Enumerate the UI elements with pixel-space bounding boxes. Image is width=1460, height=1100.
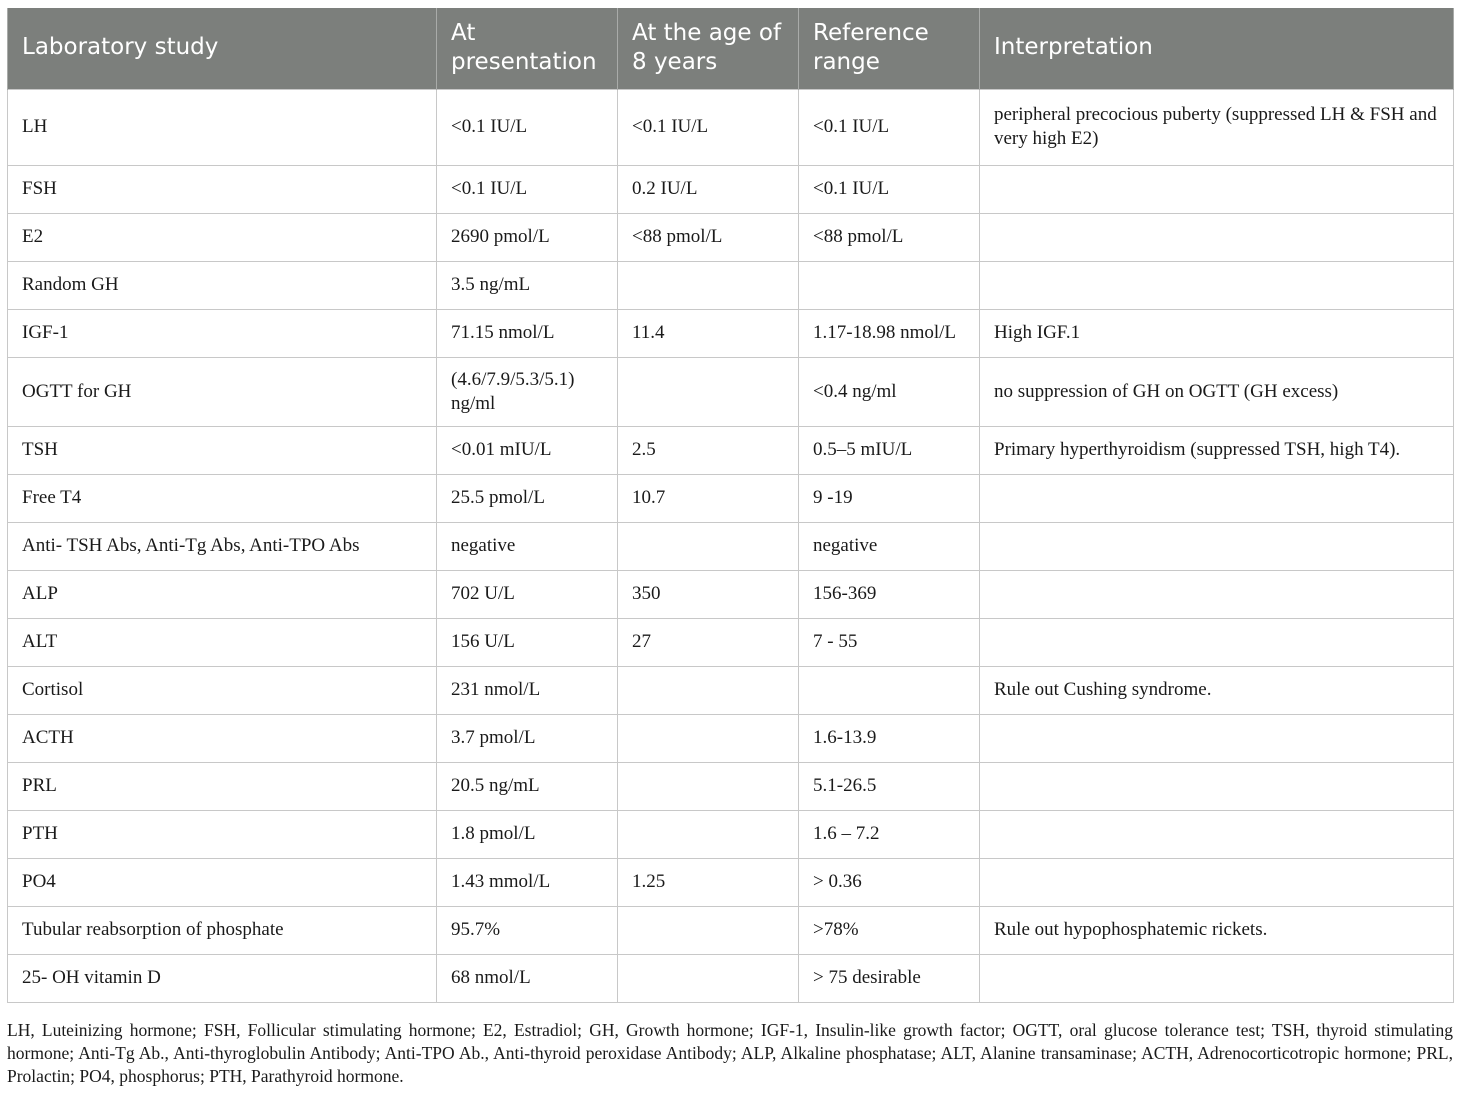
cell-age-8: 10.7 [618, 474, 799, 522]
cell-age-8: 1.25 [618, 858, 799, 906]
header-interpretation: Interpretation [980, 8, 1454, 89]
cell-age-8: 11.4 [618, 309, 799, 357]
cell-reference-range: > 75 desirable [799, 954, 980, 1002]
cell-at-presentation: <0.1 IU/L [437, 89, 618, 165]
table-row [8, 309, 1454, 357]
cell-study: FSH [8, 165, 437, 213]
cell-study: 25- OH vitamin D [8, 954, 437, 1002]
cell-reference-range [799, 261, 980, 309]
cell-at-presentation: 3.7 pmol/L [437, 714, 618, 762]
cell-study: E2 [8, 213, 437, 261]
table-body [8, 89, 1454, 1002]
cell-at-presentation: 95.7% [437, 906, 618, 954]
header-row [8, 8, 1454, 89]
cell-reference-range: <88 pmol/L [799, 213, 980, 261]
cell-at-presentation: 1.43 mmol/L [437, 858, 618, 906]
cell-reference-range: 0.5–5 mIU/L [799, 426, 980, 474]
table-row [8, 810, 1454, 858]
cell-study: PRL [8, 762, 437, 810]
cell-interpretation [980, 213, 1454, 261]
table-footnote: LH, Luteinizing hormone; FSH, Follicular stimulating hormone; E2, Estradiol; GH, Growth hormone; IGF-1, Insulin-like growth factor; OGTT, oral glucose tolerance test; TSH, thyroid stimulating hormone; Anti-Tg Ab., Anti-thyroglobulin Antibody; Anti-TPO Ab., Anti-thyroid peroxidase Antibody; ALP, Alkaline phosphatase; ALT, Alanine transaminase; ACTH, Adrenocorticotropic hormone; PRL, Prolactin; PO4, phosphorus; PTH, Parathyroid hormone. [7, 1020, 1453, 1086]
cell-interpretation [980, 522, 1454, 570]
cell-study: PTH [8, 810, 437, 858]
cell-age-8 [618, 666, 799, 714]
cell-at-presentation: (4.6/7.9/5.3/5.1) ng/ml [437, 357, 618, 426]
cell-age-8 [618, 954, 799, 1002]
cell-reference-range: 1.17-18.98 nmol/L [799, 309, 980, 357]
cell-at-presentation: 25.5 pmol/L [437, 474, 618, 522]
table-row [8, 954, 1454, 1002]
cell-reference-range [799, 666, 980, 714]
cell-age-8: 2.5 [618, 426, 799, 474]
table-row [8, 357, 1454, 426]
cell-interpretation [980, 810, 1454, 858]
cell-age-8 [618, 810, 799, 858]
table-row [8, 858, 1454, 906]
cell-study: Random GH [8, 261, 437, 309]
cell-at-presentation: 1.8 pmol/L [437, 810, 618, 858]
cell-study: Free T4 [8, 474, 437, 522]
cell-reference-range: <0.4 ng/ml [799, 357, 980, 426]
cell-at-presentation: 20.5 ng/mL [437, 762, 618, 810]
cell-interpretation [980, 618, 1454, 666]
cell-interpretation [980, 261, 1454, 309]
cell-reference-range: > 0.36 [799, 858, 980, 906]
cell-interpretation [980, 762, 1454, 810]
table-row [8, 89, 1454, 165]
cell-at-presentation: <0.01 mIU/L [437, 426, 618, 474]
cell-age-8: <0.1 IU/L [618, 89, 799, 165]
cell-study: Anti- TSH Abs, Anti-Tg Abs, Anti-TPO Abs [8, 522, 437, 570]
cell-at-presentation: 71.15 nmol/L [437, 309, 618, 357]
table-row [8, 570, 1454, 618]
table-row [8, 714, 1454, 762]
table-row [8, 261, 1454, 309]
cell-interpretation [980, 858, 1454, 906]
cell-age-8: 27 [618, 618, 799, 666]
cell-study: ACTH [8, 714, 437, 762]
table-row [8, 762, 1454, 810]
cell-age-8: 0.2 IU/L [618, 165, 799, 213]
cell-interpretation [980, 165, 1454, 213]
cell-study: ALT [8, 618, 437, 666]
table-row [8, 618, 1454, 666]
cell-reference-range: negative [799, 522, 980, 570]
cell-age-8 [618, 357, 799, 426]
cell-at-presentation: 702 U/L [437, 570, 618, 618]
table-row [8, 165, 1454, 213]
cell-age-8: <88 pmol/L [618, 213, 799, 261]
cell-reference-range: 9 -19 [799, 474, 980, 522]
cell-study: TSH [8, 426, 437, 474]
cell-reference-range: 156-369 [799, 570, 980, 618]
cell-age-8 [618, 906, 799, 954]
cell-at-presentation: 68 nmol/L [437, 954, 618, 1002]
cell-reference-range: <0.1 IU/L [799, 89, 980, 165]
cell-interpretation: Rule out Cushing syndrome. [980, 666, 1454, 714]
cell-at-presentation: 156 U/L [437, 618, 618, 666]
cell-at-presentation: negative [437, 522, 618, 570]
cell-reference-range: 7 - 55 [799, 618, 980, 666]
cell-age-8 [618, 762, 799, 810]
cell-age-8 [618, 714, 799, 762]
cell-study: ALP [8, 570, 437, 618]
cell-at-presentation: 3.5 ng/mL [437, 261, 618, 309]
cell-study: OGTT for GH [8, 357, 437, 426]
cell-reference-range: 1.6 – 7.2 [799, 810, 980, 858]
cell-interpretation: Primary hyperthyroidism (suppressed TSH, high T4). [980, 426, 1454, 474]
cell-at-presentation: 2690 pmol/L [437, 213, 618, 261]
cell-reference-range: 1.6-13.9 [799, 714, 980, 762]
cell-age-8 [618, 522, 799, 570]
cell-at-presentation: 231 nmol/L [437, 666, 618, 714]
header-laboratory-study: Laboratory study [8, 8, 437, 89]
cell-reference-range: >78% [799, 906, 980, 954]
cell-study: PO4 [8, 858, 437, 906]
table-header [8, 8, 1454, 89]
cell-study: IGF-1 [8, 309, 437, 357]
table-row [8, 426, 1454, 474]
cell-interpretation [980, 714, 1454, 762]
header-age-8: At the age of 8 years [618, 8, 799, 89]
cell-interpretation: Rule out hypophosphatemic rickets. [980, 906, 1454, 954]
cell-interpretation [980, 570, 1454, 618]
table-row [8, 213, 1454, 261]
cell-interpretation: High IGF.1 [980, 309, 1454, 357]
cell-interpretation [980, 954, 1454, 1002]
header-at-presentation: At presentation [437, 8, 618, 89]
cell-age-8 [618, 261, 799, 309]
cell-interpretation: peripheral precocious puberty (suppressed LH & FSH and very high E2) [980, 89, 1454, 165]
table-row [8, 906, 1454, 954]
cell-at-presentation: <0.1 IU/L [437, 165, 618, 213]
header-reference-range: Reference range [799, 8, 980, 89]
cell-study: Tubular reabsorption of phosphate [8, 906, 437, 954]
cell-study: Cortisol [8, 666, 437, 714]
table-row [8, 666, 1454, 714]
table-row [8, 522, 1454, 570]
table-row [8, 474, 1454, 522]
cell-interpretation [980, 474, 1454, 522]
cell-reference-range: 5.1-26.5 [799, 762, 980, 810]
cell-interpretation: no suppression of GH on OGTT (GH excess) [980, 357, 1454, 426]
cell-reference-range: <0.1 IU/L [799, 165, 980, 213]
cell-study: LH [8, 89, 437, 165]
table-container [7, 8, 1453, 1003]
laboratory-table [7, 8, 1454, 1003]
cell-age-8: 350 [618, 570, 799, 618]
